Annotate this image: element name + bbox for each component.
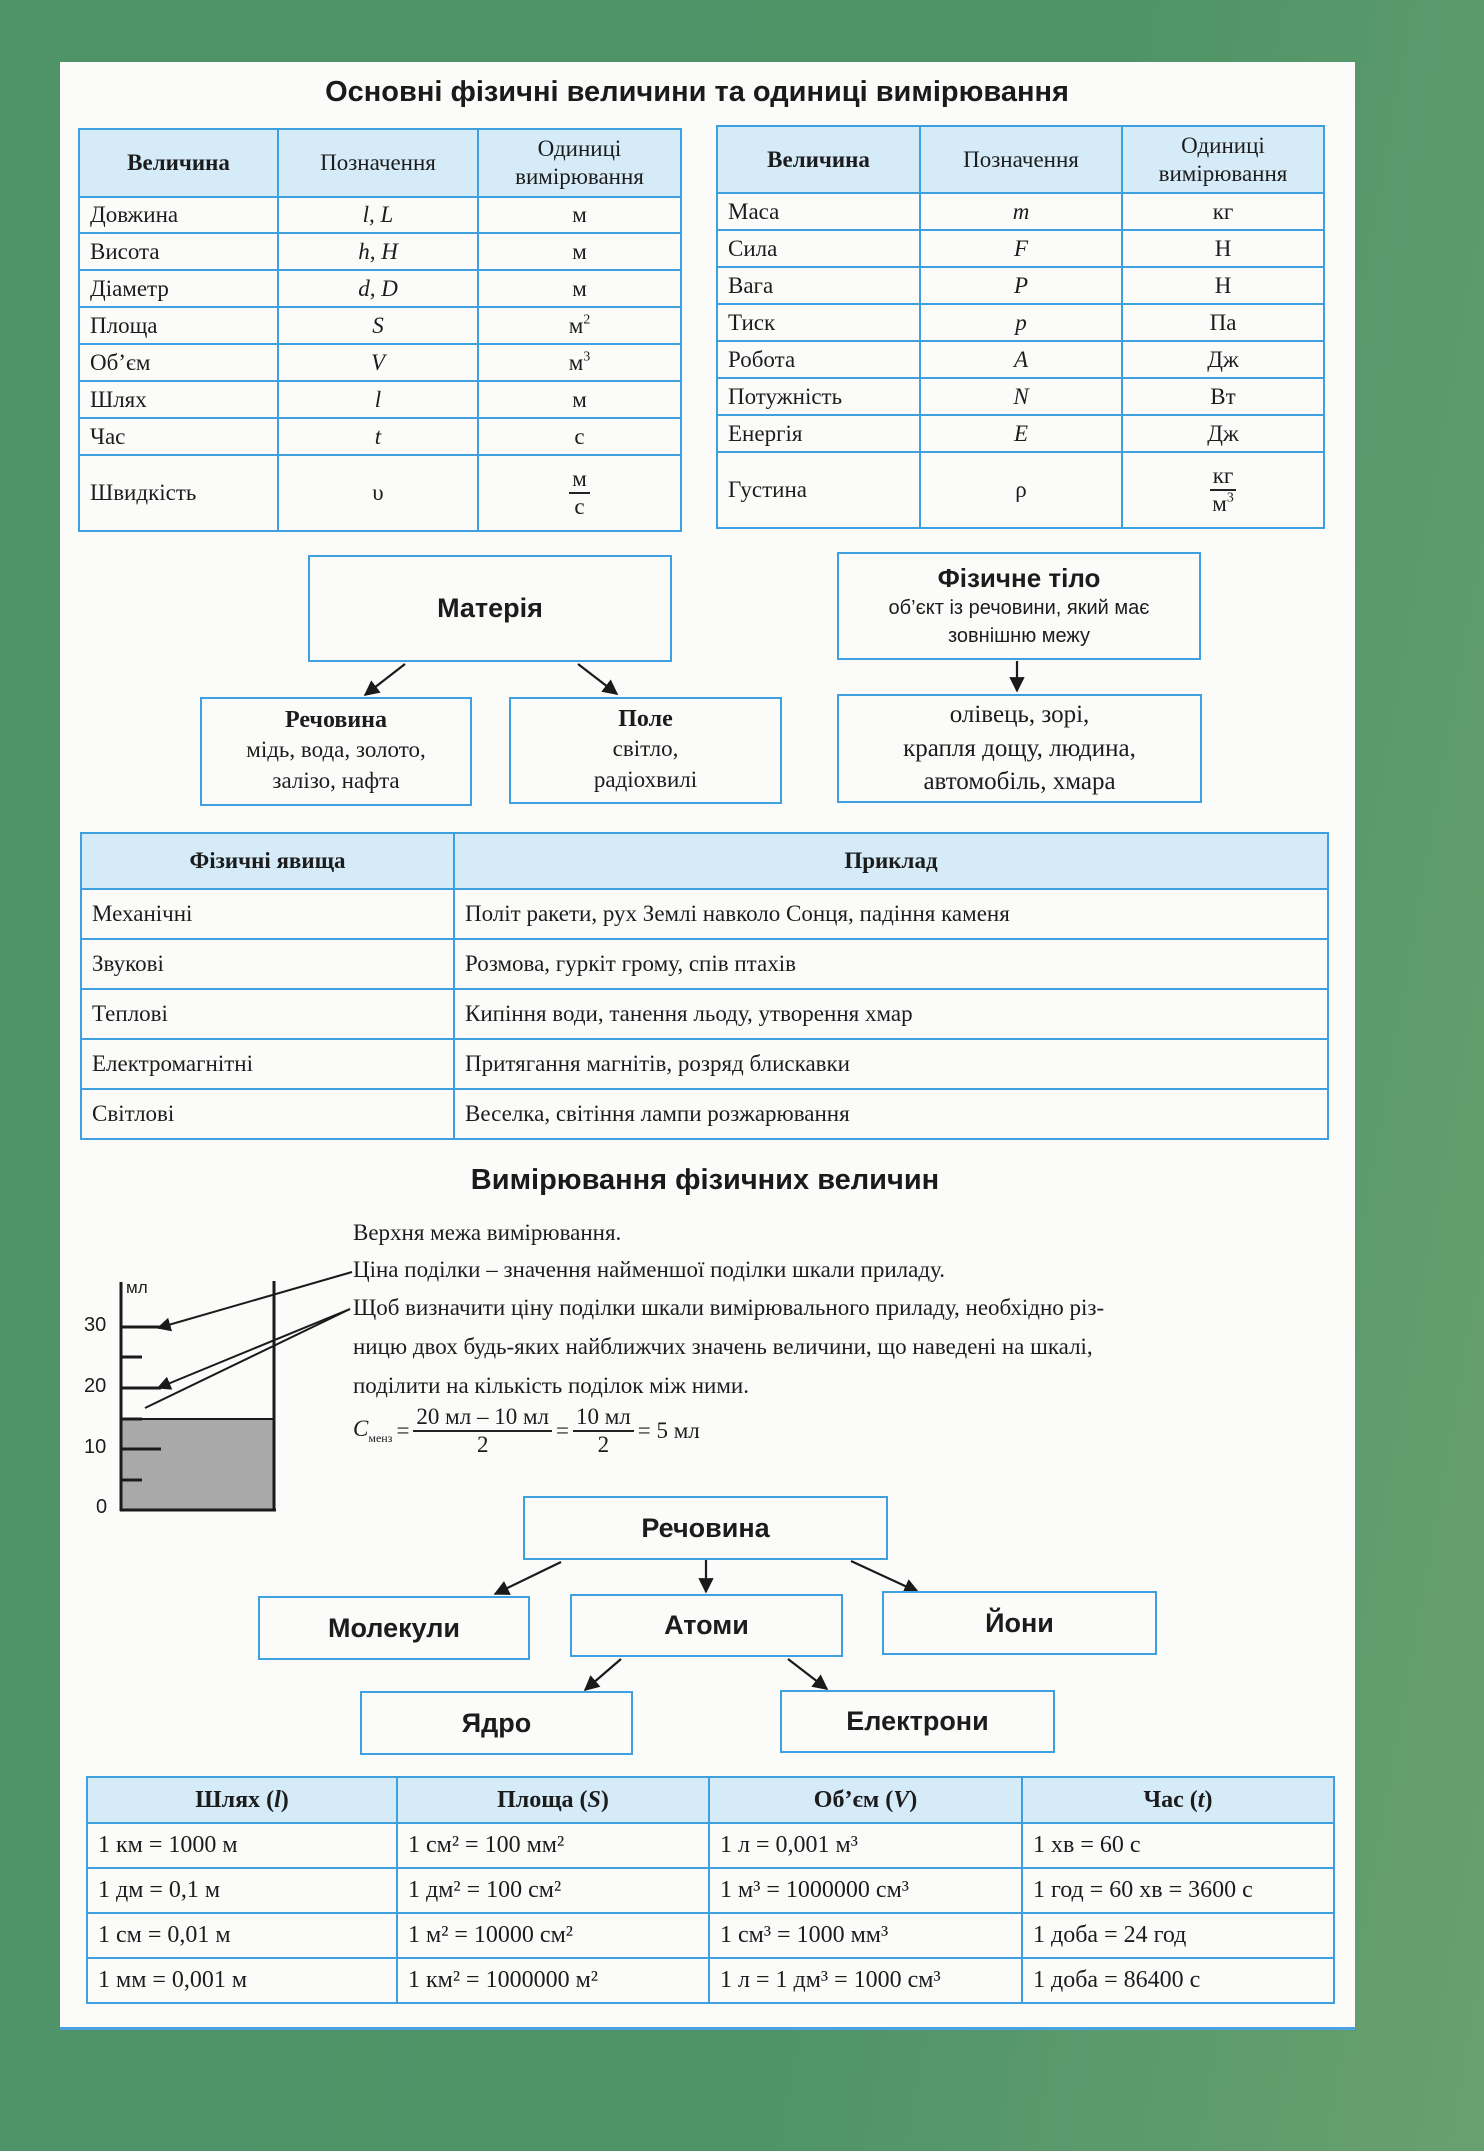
electrons-label: Електрони (846, 1706, 989, 1736)
quantity-name: Вага (717, 267, 920, 304)
table-row (79, 307, 681, 344)
substance-root-box (523, 1496, 888, 1560)
quantity-symbol: P (920, 267, 1122, 304)
substance-box (200, 697, 472, 806)
phenomenon-type: Електромагнітні (81, 1039, 454, 1089)
quantity-name: Висота (79, 233, 278, 270)
unit-conversion: 1 дм² = 100 см² (397, 1868, 709, 1913)
substance-examples: мідь, вода, золото, (246, 736, 426, 762)
unit-conversion: 1 л = 0,001 м³ (709, 1823, 1022, 1868)
header-volume: Об’єм (V) (709, 1777, 1022, 1823)
measurement-title: Вимірювання фізичних величин (470, 1164, 940, 1196)
quantity-unit: кг (1122, 193, 1324, 230)
substance-root-label: Речовина (641, 1512, 770, 1543)
physical-body-examples-box (837, 694, 1202, 803)
quantity-symbol: h, H (278, 233, 478, 270)
quantity-name: Маса (717, 193, 920, 230)
atoms-label: Атоми (664, 1610, 749, 1640)
unit-conversion: 1 хв = 60 с (1022, 1823, 1334, 1868)
quantity-symbol: E (920, 415, 1122, 452)
table-row (87, 1823, 1334, 1868)
quantity-name: Шлях (79, 381, 278, 418)
phenomenon-type: Механічні (81, 889, 454, 939)
table-row (87, 1913, 1334, 1958)
quantity-name: Потужність (717, 378, 920, 415)
example-line: олівець, зорі, (949, 700, 1090, 728)
unit-conversion: 1 доба = 86400 с (1022, 1958, 1334, 2003)
table-row (81, 1089, 1328, 1139)
ions-label: Йони (985, 1607, 1054, 1638)
field-examples: світло, (612, 735, 679, 761)
table-row (81, 939, 1328, 989)
quantity-unit: м (478, 270, 681, 307)
example-line: автомобіль, хмара (923, 768, 1116, 796)
field-title: Поле (618, 705, 673, 732)
table-row (717, 341, 1324, 378)
page-title: Основні фізичні величини та одиниці вимірювання (325, 76, 1069, 108)
molecules-label: Молекули (327, 1612, 461, 1643)
header-area: Площа (S) (397, 1777, 709, 1823)
header-units: Одиниці вимірювання (1122, 126, 1324, 193)
quantity-unit: $\frac{м}{с}$ (478, 455, 681, 531)
physical-body-desc: об’єкт із речовини, який має (888, 596, 1150, 619)
unit-conversion: 1 км² = 1000000 м² (397, 1958, 709, 2003)
quantity-unit: с (478, 418, 681, 455)
beaker-unit-label: мл (126, 1278, 148, 1297)
unit-conversion: 1 год = 60 хв = 3600 с (1022, 1868, 1334, 1913)
phenomenon-example: Притягання магнітів, розряд блискавки (454, 1039, 1328, 1089)
quantity-unit: м (478, 233, 681, 270)
materiya-box (308, 555, 672, 662)
example-line: крапля дощу, людина, (903, 734, 1136, 762)
table-row (79, 233, 681, 270)
quantity-symbol: S (278, 307, 478, 344)
unit-conversion: 1 см³ = 1000 мм³ (709, 1913, 1022, 1958)
quantity-unit: Дж (1122, 415, 1324, 452)
table-row (717, 378, 1324, 415)
quantity-symbol: l (278, 381, 478, 418)
header-phenomena: Фізичні явища (81, 833, 454, 889)
division-value-formula: $C_{менз}$ = $\frac{20 мл - 10 мл}{2}$ = $\frac{10 мл}{2}$ = 5 мл (353, 1404, 700, 1458)
quantity-unit: Па (1122, 304, 1324, 341)
table-row (79, 270, 681, 307)
measurement-text: Верхня межа вимірювання. (353, 1220, 622, 1245)
quantity-symbol: l, L (278, 197, 478, 233)
quantity-name: Густина (717, 452, 920, 528)
header-path: Шлях (l) (87, 1777, 397, 1823)
table-row (717, 415, 1324, 452)
unit-conversion: 1 км = 1000 м (87, 1823, 397, 1868)
table-row (717, 267, 1324, 304)
unit-conversion: 1 м² = 10000 см² (397, 1913, 709, 1958)
quantity-name: Тиск (717, 304, 920, 341)
table-row (87, 1958, 1334, 2003)
quantity-unit: м (478, 197, 681, 233)
quantity-symbol: υ (278, 455, 478, 531)
header-quantity: Величина (717, 126, 920, 193)
unit-conversion: 1 мм = 0,001 м (87, 1958, 397, 2003)
quantity-symbol: m (920, 193, 1122, 230)
table-row (717, 452, 1324, 528)
quantity-symbol: d, D (278, 270, 478, 307)
table-row (81, 989, 1328, 1039)
scale-label: 10 (84, 1436, 107, 1458)
header-symbol: Позначення (920, 126, 1122, 193)
header-time: Час (t) (1022, 1777, 1334, 1823)
quantity-unit: Дж (1122, 341, 1324, 378)
quantity-symbol: ρ (920, 452, 1122, 528)
table-row (87, 1868, 1334, 1913)
scale-label: 0 (96, 1496, 108, 1518)
table-row (79, 197, 681, 233)
electrons-box (780, 1690, 1055, 1753)
atoms-box (570, 1594, 843, 1657)
phenomenon-example: Кипіння води, танення льоду, утворення хмар (454, 989, 1328, 1039)
unit-conversion: 1 м³ = 1000000 см³ (709, 1868, 1022, 1913)
field-examples: радіохвилі (593, 767, 698, 792)
measurement-text: Ціна поділки – значення найменшої поділки шкали приладу. (353, 1257, 946, 1282)
unit-conversion: 1 см² = 100 мм² (397, 1823, 709, 1868)
phenomenon-type: Світлові (81, 1089, 454, 1139)
scale-label: 30 (84, 1314, 107, 1336)
table-row (81, 889, 1328, 939)
quantity-name: Сила (717, 230, 920, 267)
quantity-name: Площа (79, 307, 278, 344)
quantity-symbol: V (278, 344, 478, 381)
quantity-symbol: F (920, 230, 1122, 267)
substance-title: Речовина (285, 706, 387, 733)
table-row (79, 455, 681, 531)
substance-examples: залізо, нафта (272, 768, 400, 793)
ions-box (882, 1591, 1157, 1655)
quantity-unit: Н (1122, 230, 1324, 267)
table-row (717, 304, 1324, 341)
table-row (717, 193, 1324, 230)
scale-label: 20 (84, 1375, 107, 1397)
quantity-unit: Н (1122, 267, 1324, 304)
table-row (717, 230, 1324, 267)
phenomena-table (80, 832, 1329, 1140)
phenomenon-example: Веселка, світіння лампи розжарювання (454, 1089, 1328, 1139)
quantity-name: Діаметр (79, 270, 278, 307)
unit-conversion: 1 см = 0,01 м (87, 1913, 397, 1958)
phenomenon-example: Політ ракети, рух Землі навколо Сонця, падіння каменя (454, 889, 1328, 939)
nucleus-label: Ядро (461, 1707, 532, 1738)
quantity-unit: $м^2$ (478, 307, 681, 344)
physical-body-box (837, 552, 1201, 660)
table-row (79, 344, 681, 381)
table-row (79, 381, 681, 418)
unit-conversion: 1 доба = 24 год (1022, 1913, 1334, 1958)
quantities-table-right (716, 125, 1325, 529)
header-quantity: Величина (79, 129, 278, 197)
table-row (81, 1039, 1328, 1089)
header-symbol: Позначення (278, 129, 478, 197)
header-example: Приклад (454, 833, 1328, 889)
quantity-name: Швидкість (79, 455, 278, 531)
quantity-unit: $м^3$ (478, 344, 681, 381)
quantity-name: Робота (717, 341, 920, 378)
quantity-symbol: t (278, 418, 478, 455)
quantity-name: Довжина (79, 197, 278, 233)
physical-body-title: Фізичне тіло (937, 562, 1101, 593)
unit-conversion: 1 дм = 0,1 м (87, 1868, 397, 1913)
quantity-unit: м (478, 381, 681, 418)
phenomenon-example: Розмова, гуркіт грому, спів птахів (454, 939, 1328, 989)
table-row (79, 418, 681, 455)
materiya-label: Матерія (437, 593, 543, 623)
unit-conversion: 1 л = 1 дм³ = 1000 см³ (709, 1958, 1022, 2003)
phenomenon-type: Звукові (81, 939, 454, 989)
physical-body-desc: зовнішню межу (947, 624, 1091, 647)
measurement-text: Щоб визначити ціну поділки шкали вимірювального приладу, необхідно різ- (353, 1295, 1105, 1320)
header-units: Одиниці вимірювання (478, 129, 681, 197)
quantity-unit: $\frac{кг}{м^3}$ (1122, 452, 1324, 528)
quantity-symbol: A (920, 341, 1122, 378)
measurement-text: поділити на кількість поділок між ними. (353, 1373, 749, 1398)
quantity-unit: Вт (1122, 378, 1324, 415)
quantities-table-left (78, 128, 682, 532)
measurement-text: ницю двох будь-яких найближчих значень величини, що наведені на шкалі, (353, 1334, 1093, 1359)
quantity-name: Час (79, 418, 278, 455)
units-table (86, 1776, 1335, 2004)
quantity-name: Енергія (717, 415, 920, 452)
field-box (509, 697, 782, 804)
quantity-name: Об’єм (79, 344, 278, 381)
molecules-box (258, 1596, 530, 1660)
nucleus-box (360, 1691, 633, 1755)
phenomenon-type: Теплові (81, 989, 454, 1039)
quantity-symbol: N (920, 378, 1122, 415)
quantity-symbol: p (920, 304, 1122, 341)
